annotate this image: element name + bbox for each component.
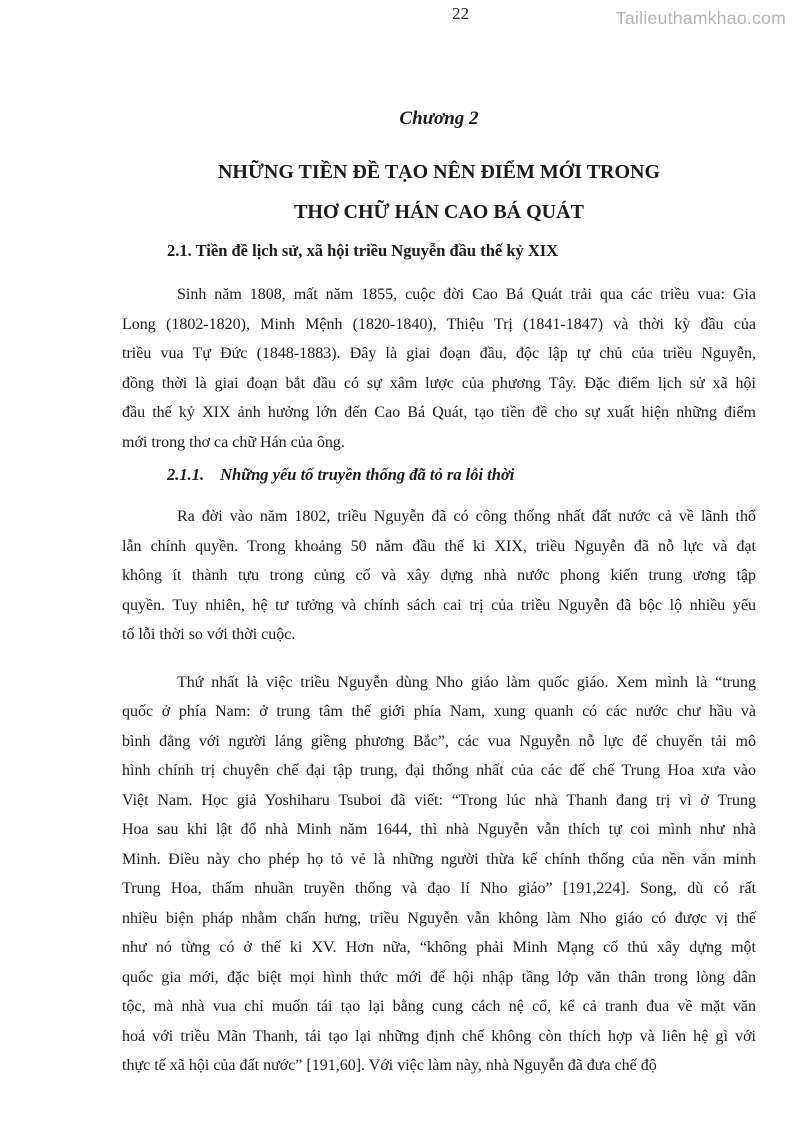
text-line: thực tế xã hội của đất nước” [191,60]. Với việc làm này, nhà Nguyễn đã đưa chế độ bbox=[122, 1057, 657, 1074]
section-heading-2-1-1 bbox=[122, 464, 756, 486]
text-line: đồng thời là giai đoạn bắt đầu có sự xâm lược của phương Tây. Đặc điểm lịch sử xã hội bbox=[122, 374, 756, 392]
text-line: tộc, mà nhà vua chỉ muốn tái tạo lại bằng cung cách nệ cổ, kể cả tranh đua về mặt văn bbox=[122, 998, 756, 1015]
text-line: Long (1802-1820), Minh Mệnh (1820-1840), Thiệu Trị (1841-1847) và thời kỳ đầu của bbox=[122, 315, 756, 333]
text-line: Hoa sau khi lật đổ nhà Minh năm 1644, thì nhà Nguyễn vẫn thích tự coi mình như nhà bbox=[122, 821, 756, 838]
text-line: lẫn chính quyền. Trong khoảng 50 năm đầu thế ki XIX, triều Nguyễn đã nỗ lực và đạt bbox=[122, 537, 756, 555]
chapter-title-line-1: NHỮNG TIỀN ĐỀ TẠO NÊN ĐIỂM MỚI TRONG bbox=[217, 161, 661, 183]
text-line: mới trong thơ ca chữ Hán của ông. bbox=[122, 433, 345, 451]
text-line: Ra đời vào năm 1802, triều Nguyễn đã có công thống nhất đất nước cả về lãnh thổ bbox=[177, 508, 756, 525]
section-heading-2-1: 2.1. Tiền đề lịch sử, xã hội triều Nguyễn đầu thế kỷ XIX bbox=[167, 241, 559, 260]
subsection-number: 2.1.1. bbox=[167, 465, 205, 484]
text-line: bình đẳng với người láng giềng phương Bắc”, các vua Nguyễn nỗ lực để chuyển tải mô bbox=[122, 732, 756, 750]
chapter-title bbox=[122, 152, 756, 232]
text-line: hình chính trị chuyên chế đại tập trung, đại thống nhất của các đế chế Trung Hoa xưa vào bbox=[122, 762, 756, 779]
text-line: không ít thành tựu trong củng cố và xây dựng nhà nước phong kiến trung ương tập bbox=[122, 567, 756, 584]
text-line: Trung Hoa, thấm nhuần truyền thống và đạo lí Nho giáo” [191,224]. Song, dù có rất bbox=[122, 880, 756, 897]
text-line: tố lỗi thời so với thời cuộc. bbox=[122, 626, 296, 643]
text-line: triều vua Tự Đức (1848-1883). Đây là giai đoạn đầu, độc lập tự chủ của triều Nguyễn, bbox=[122, 345, 756, 362]
chapter-label: Chương 2 bbox=[399, 108, 479, 129]
text-line: như nó từng có ở thế ki XV. Hơn nữa, “không phải Minh Mạng cố thủ xây dựng một bbox=[122, 939, 756, 956]
text-line: quốc gia mới, đặc biệt mọi hình thức mới để hội nhập tầng lớp văn thân trong lòng dân bbox=[122, 968, 756, 986]
paragraph-2 bbox=[122, 502, 756, 650]
text-line: quyền. Tuy nhiên, hệ tư tưởng và chính sách cai trị của triều Nguyễn đã bộc lộ nhiều yếu bbox=[122, 596, 756, 614]
text-line: Việt Nam. Học giả Yoshiharu Tsuboi đã viết: “Trong lúc nhà Thanh đang trị vì ở Trung bbox=[122, 791, 756, 809]
text-line: quốc ở phía Nam: ở trung tâm thế giới phía Nam, xung quanh có các nước chư hầu và bbox=[122, 703, 756, 720]
watermark-text: Tailieuthamkhao.com bbox=[615, 8, 786, 28]
text-line: Minh. Điều này cho phép họ tỏ vẻ là những người thừa kế chính thống của nền văn minh bbox=[122, 850, 756, 868]
paragraph-1 bbox=[122, 280, 756, 457]
text-line: đầu thế kỷ XIX ảnh hưởng lớn đến Cao Bá Quát, tạo tiền đề cho sự xuất hiện những điểm bbox=[122, 404, 756, 421]
text-line: nhiều biện pháp nhằm chấn hưng, triều Nguyễn vẫn không làm Nho giáo có được vị thế bbox=[122, 909, 756, 927]
page-number: 22 bbox=[452, 4, 469, 23]
subsection-title: Những yếu tố truyền thống đã tỏ ra lỗi thời bbox=[220, 465, 515, 484]
text-line: hoá với triều Mãn Thanh, tái tạo lại những định chế không còn thích hợp và liên hệ gì với bbox=[122, 1027, 756, 1045]
page-content bbox=[122, 0, 756, 1081]
chapter-title-line-2: THƠ CHỮ HÁN CAO BÁ QUÁT bbox=[294, 201, 584, 223]
text-line: Thứ nhất là việc triều Nguyễn dùng Nho giáo làm quốc giáo. Xem mình là “trung bbox=[177, 673, 756, 691]
paragraph-3 bbox=[122, 668, 756, 1081]
text-line: Sinh năm 1808, mất năm 1855, cuộc đời Cao Bá Quát trải qua các triều vua: Gia bbox=[177, 286, 756, 303]
